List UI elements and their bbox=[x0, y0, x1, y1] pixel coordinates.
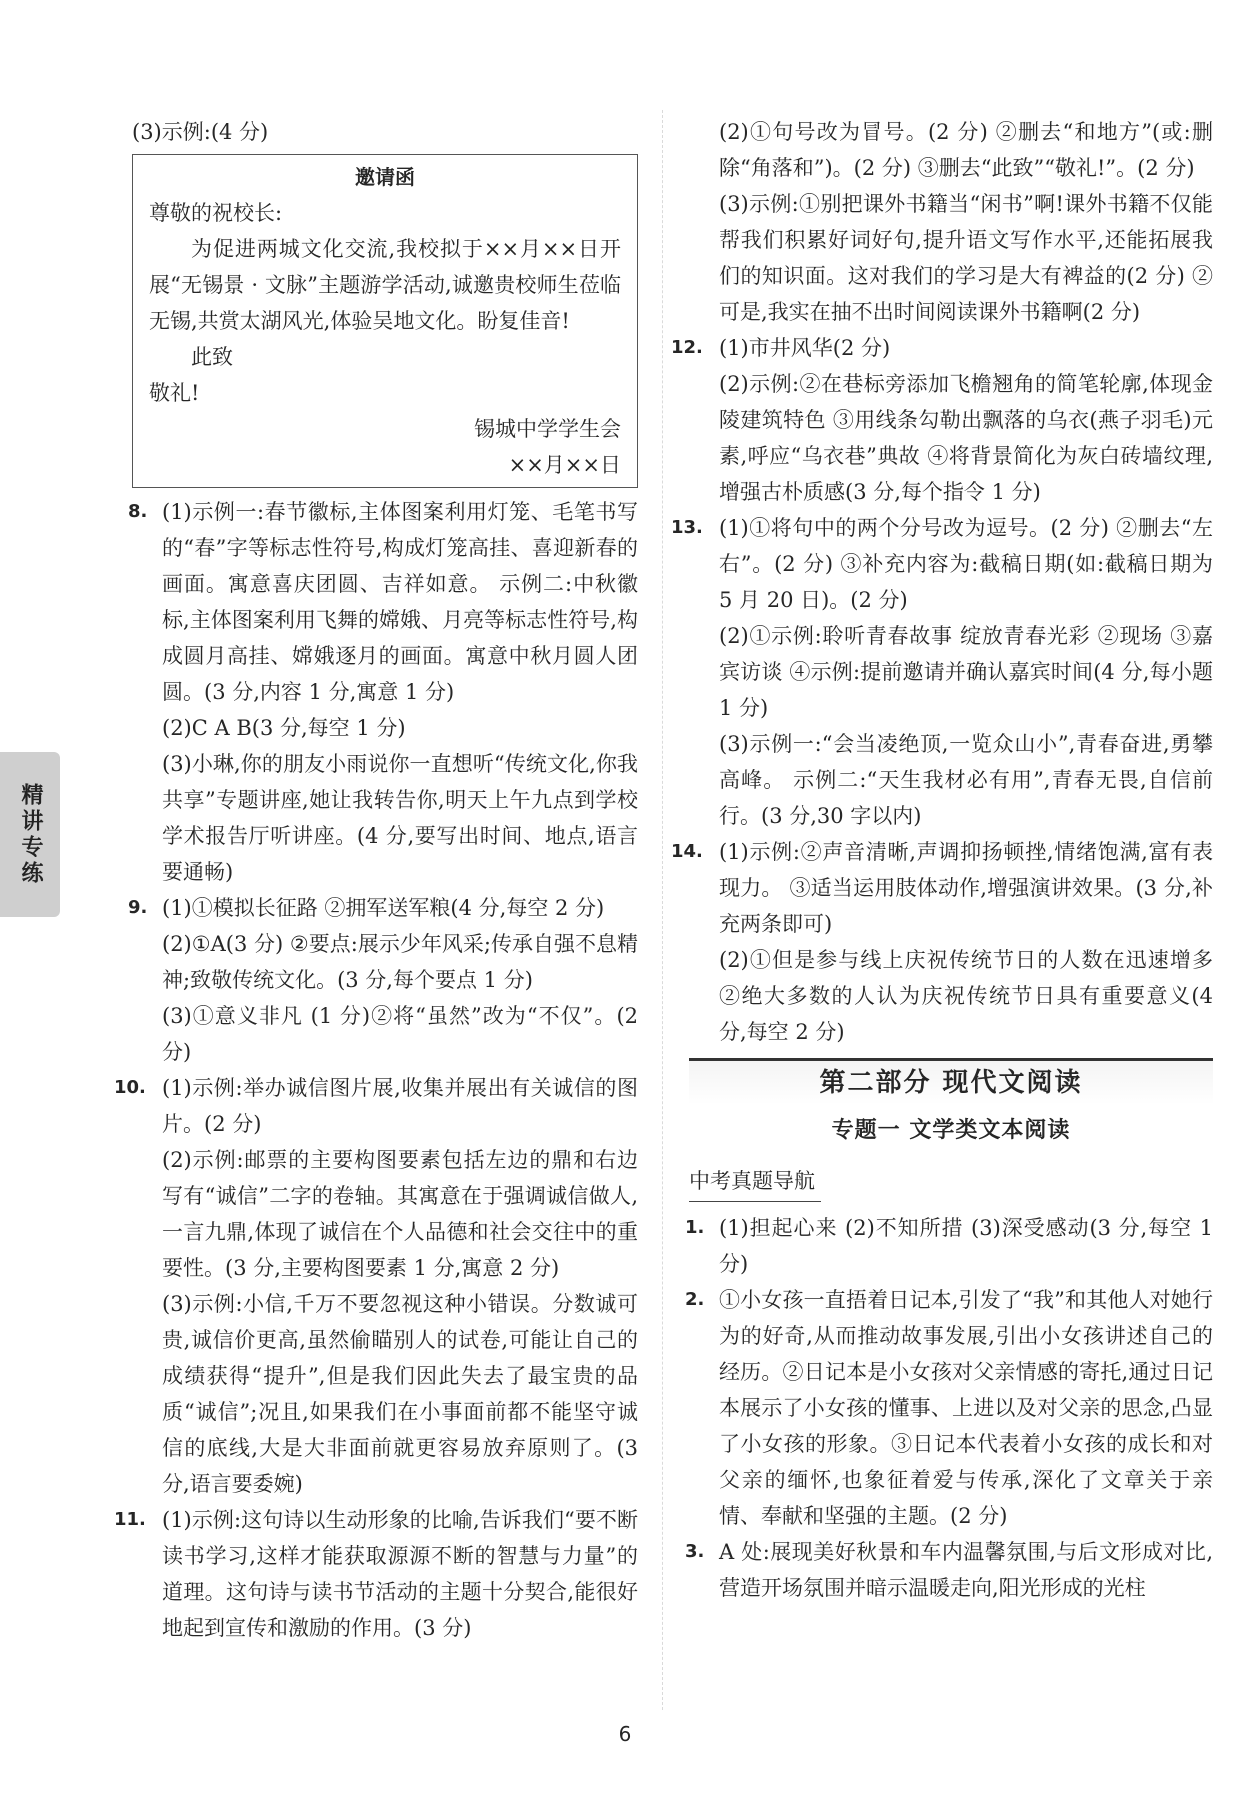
answer-12-part1: (1)市井风华(2 分) bbox=[719, 336, 891, 360]
answer-14-part1: (1)示例:②声音清晰,声调抑扬顿挫,情绪饱满,富有表现力。 ③适当运用肢体动作,增强演讲效果。(3 分,补充两条即可) bbox=[719, 840, 1213, 936]
answer-8-part1: (1)示例一:春节徽标,主体图案利用灯笼、毛笔书写的“春”字等标志性符号,构成灯笼高挂、喜迎新春的画面。寓意喜庆团圆、吉祥如意。 示例二:中秋徽标,主体图案利用飞舞的嫦娥、月亮等标志性符号,构成圆月高挂、嫦娥逐月的画面。寓意中秋月圆人团圆。(3 分,内容 1 分,寓意 1 分) bbox=[162, 500, 638, 704]
answer-8-part3: (3)小琳,你的朋友小雨说你一直想听“传统文化,你我共享”专题讲座,她让我转告你,明天上午九点到学校学术报告厅听讲座。(4 分,要写出时间、地点,语言要通畅) bbox=[162, 752, 638, 884]
answer-12-part2: (2)示例:②在巷标旁添加飞檐翘角的简笔轮廓,体现金陵建筑特色 ③用线条勾勒出飘落的乌衣(燕子羽毛)元素,呼应“乌衣巷”典故 ④将背景简化为灰白砖墙纹理,增强古朴质感(3 分,每个指令 1 分) bbox=[719, 372, 1213, 504]
invitation-letter bbox=[132, 154, 638, 488]
answer-11-continued bbox=[689, 114, 1213, 330]
answer-10-part1: (1)示例:举办诚信图片展,收集并展出有关诚信的图片。(2 分) bbox=[162, 1076, 638, 1136]
answer-13 bbox=[671, 510, 1213, 834]
answer-number: 1. bbox=[685, 1217, 705, 1238]
column-divider bbox=[662, 110, 664, 1710]
answer-9-part2: (2)①A(3 分) ②要点:展示少年风采;传承自强不息精神;致敬传统文化。(3 分,每个要点 1 分) bbox=[162, 932, 638, 992]
left-column bbox=[114, 114, 638, 1646]
answer-number: 14. bbox=[671, 841, 703, 862]
q7-part3: (3)示例:(4 分) bbox=[132, 120, 269, 144]
answer-3 bbox=[685, 1534, 1213, 1606]
letter-greeting: 尊敬的祝校长: bbox=[149, 201, 283, 225]
answer-11-part1: (1)示例:这句诗以生动形象的比喻,告诉我们“要不断读书学习,这样才能获取源源不断的智慧与力量”的道理。这句诗与读书节活动的主题十分契合,能很好地起到宣传和激励的作用。(3 分) bbox=[162, 1508, 638, 1640]
section-title: 第二部分 现代文阅读 bbox=[689, 1061, 1213, 1105]
answer-number: 3. bbox=[685, 1541, 705, 1562]
answer-number: 10. bbox=[114, 1077, 146, 1098]
answer-10 bbox=[114, 1070, 638, 1502]
side-tab bbox=[0, 752, 60, 917]
answer-8 bbox=[128, 494, 638, 890]
answer-14-part2: (2)①但是参与线上庆祝传统节日的人数在迅速增多 ②绝大多数的人认为庆祝传统节日具有重要意义(4 分,每空 2 分) bbox=[719, 948, 1213, 1044]
answer-10-part2: (2)示例:邮票的主要构图要素包括左边的鼎和右边写有“诚信”二字的卷轴。其寓意在于强调诚信做人,一言九鼎,体现了诚信在个人品德和社会交往中的重要性。(3 分,主要构图要素 1 分,寓意 2 分) bbox=[162, 1148, 638, 1280]
answer-12 bbox=[671, 330, 1213, 510]
answer-9-part1: (1)①模拟长征路 ②拥军送军粮(4 分,每空 2 分) bbox=[162, 896, 605, 920]
answer-number: 13. bbox=[671, 517, 703, 538]
answer-9-part3: (3)①意义非凡 (1 分)②将“虽然”改为“不仅”。(2 分) bbox=[162, 1004, 638, 1064]
answer-9 bbox=[128, 890, 638, 1070]
answer-number: 11. bbox=[114, 1509, 146, 1530]
answer-11 bbox=[114, 1502, 638, 1646]
letter-sender: 锡城中学学生会 bbox=[474, 417, 621, 441]
answer-2 bbox=[685, 1282, 1213, 1534]
answer-13-part3: (3)示例一:“会当凌绝顶,一览众山小”,青春奋进,勇攀高峰。 示例二:“天生我材必有用”,青春无畏,自信前行。(3 分,30 字以内) bbox=[719, 732, 1213, 828]
answer-number: 12. bbox=[671, 337, 703, 358]
side-tab-label: 精讲专练 bbox=[18, 782, 43, 887]
answer-11-part3: (3)示例:①别把课外书籍当“闲书”啊!课外书籍不仅能帮我们积累好词好句,提升语文写作水平,还能拓展我们的知识面。这对我们的学习是大有裨益的(2 分) ②可是,我实在抽不出时间阅读课外书籍啊(2 分) bbox=[719, 192, 1213, 324]
answer-3-text: A 处:展现美好秋景和车内温馨氛围,与后文形成对比,营造开场氛围并暗示温暖走向,阳光形成的光柱 bbox=[719, 1540, 1213, 1600]
answer-1 bbox=[685, 1210, 1213, 1282]
answer-number: 8. bbox=[128, 501, 148, 522]
answer-number: 9. bbox=[128, 897, 148, 918]
answer-11-part2: (2)①句号改为冒号。(2 分) ②删去“和地方”(或:删除“角落和”)。(2 分) ③删去“此致”“敬礼!”。(2 分) bbox=[719, 120, 1213, 180]
letter-title: 邀请函 bbox=[355, 165, 415, 189]
answer-13-part2: (2)①示例:聆听青春故事 绽放青春光彩 ②现场 ③嘉宾访谈 ④示例:提前邀请并确认嘉宾时间(4 分,每小题 1 分) bbox=[719, 624, 1213, 720]
letter-closing-2: 敬礼! bbox=[149, 381, 200, 405]
letter-date: ××月××日 bbox=[508, 453, 621, 477]
answer-14 bbox=[671, 834, 1213, 1050]
page-number: 6 bbox=[618, 1722, 632, 1746]
answer-10-part3: (3)示例:小信,千万不要忽视这种小错误。分数诚可贵,诚信价更高,虽然偷瞄别人的试卷,可能让自己的成绩获得“提升”,但是我们因此失去了最宝贵的品质“诚信”;况且,如果我们在小事面前都不能坚守诚信的底线,大是大非面前就更容易放弃原则了。(3 分,语言要委婉) bbox=[162, 1292, 638, 1496]
letter-body: 为促进两城文化交流,我校拟于××月××日开展“无锡景 · 文脉”主题游学活动,诚邀贵校师生莅临无锡,共赏太湖风光,体验吴地文化。盼复佳音! bbox=[149, 237, 621, 333]
right-column bbox=[671, 114, 1213, 1606]
answer-1-text: (1)担起心来 (2)不知所措 (3)深受感动(3 分,每空 1 分) bbox=[719, 1216, 1213, 1276]
guide-heading: 中考真题导航 bbox=[689, 1161, 821, 1202]
answer-number: 2. bbox=[685, 1289, 705, 1310]
answer-2-text: ①小女孩一直捂着日记本,引发了“我”和其他人对她行为的好奇,从而推动故事发展,引出小女孩讲述自己的经历。②日记本是小女孩对父亲情感的寄托,通过日记本展示了小女孩的懂事、上进以及对父亲的思念,凸显了小女孩的形象。③日记本代表着小女孩的成长和对父亲的缅怀,也象征着爱与传承,深化了文章关于亲情、奉献和坚强的主题。(2 分) bbox=[719, 1288, 1213, 1528]
subsection-title: 专题一 文学类文本阅读 bbox=[831, 1118, 1071, 1143]
answer-8-part2: (2)C A B(3 分,每空 1 分) bbox=[162, 716, 406, 740]
letter-closing-1: 此致 bbox=[191, 345, 233, 369]
answer-13-part1: (1)①将句中的两个分号改为逗号。(2 分) ②删去“左右”。(2 分) ③补充内容为:截稿日期(如:截稿日期为 5 月 20 日)。(2 分) bbox=[719, 516, 1213, 612]
